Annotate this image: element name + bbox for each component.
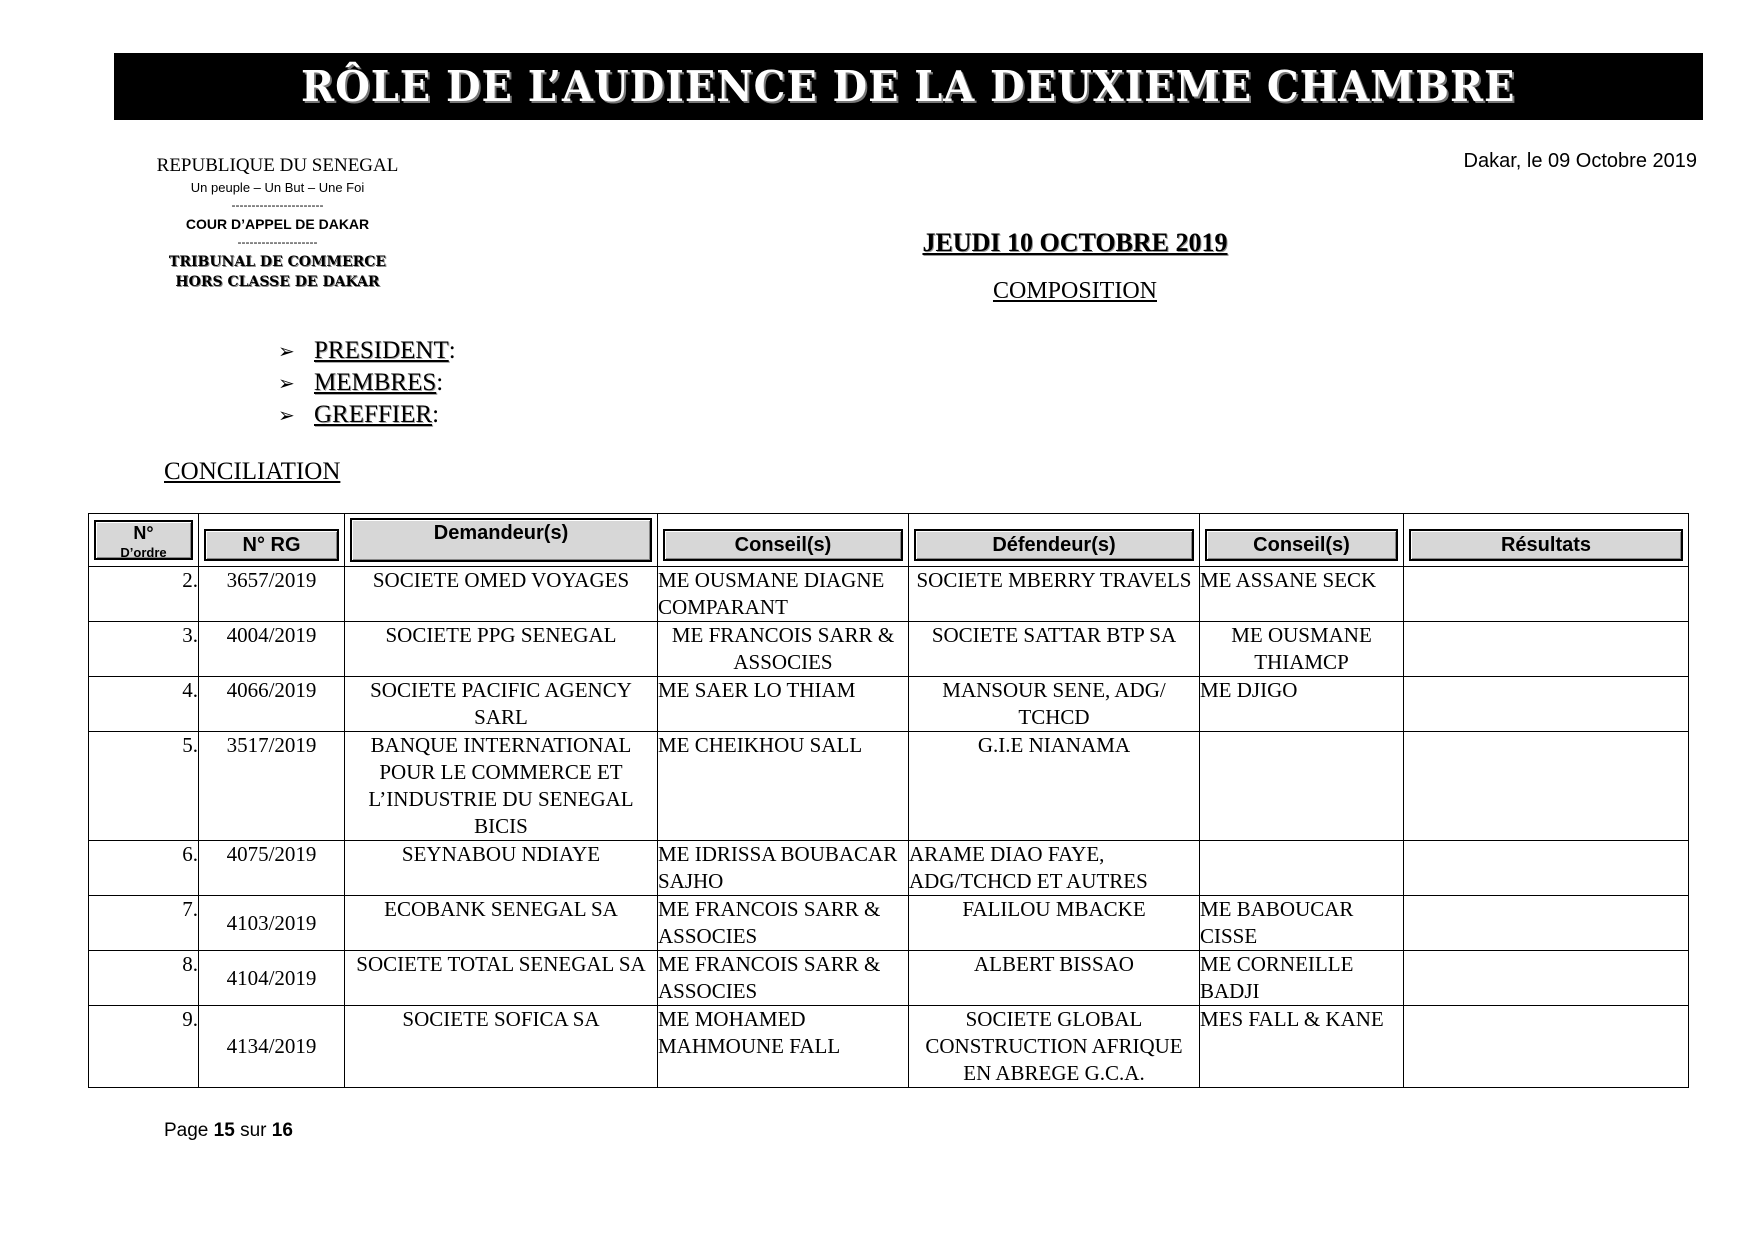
tribunal-name-line2: HORS CLASSE DE DAKAR bbox=[175, 274, 380, 290]
cell-order: 6. bbox=[89, 841, 199, 896]
cell-result bbox=[1404, 1006, 1689, 1088]
header-results bbox=[1404, 514, 1689, 567]
table-row bbox=[89, 841, 1689, 896]
table-row bbox=[89, 622, 1689, 677]
current-page: 15 bbox=[213, 1120, 235, 1141]
table-row bbox=[89, 677, 1689, 732]
hearing-roll-table bbox=[88, 513, 1689, 1088]
header-defendant-counsel bbox=[1200, 514, 1404, 567]
separator: -------------------- bbox=[237, 235, 318, 249]
header-plaintiff bbox=[345, 514, 658, 567]
cell-result bbox=[1404, 677, 1689, 732]
cell-result bbox=[1404, 896, 1689, 951]
table-row bbox=[89, 1006, 1689, 1088]
role-clerk bbox=[278, 399, 456, 431]
table-row bbox=[89, 896, 1689, 951]
table-row bbox=[89, 567, 1689, 622]
cell-order: 5. bbox=[89, 732, 199, 841]
national-motto: Un peuple – Un But – Une Foi bbox=[190, 180, 365, 195]
cell-defendant: FALILOU MBACKE bbox=[909, 896, 1200, 951]
cell-plaintiff: SOCIETE PPG SENEGAL bbox=[345, 622, 658, 677]
cell-plaintiff: SOCIETE OMED VOYAGES bbox=[345, 567, 658, 622]
republic-name: REPUBLIQUE DU SENEGAL bbox=[156, 155, 399, 176]
court-name: COUR D’APPEL DE DAKAR bbox=[185, 216, 370, 232]
cell-defendant: MANSOUR SENE, ADG/ TCHCD bbox=[909, 677, 1200, 732]
cell-defendant: SOCIETE SATTAR BTP SA bbox=[909, 622, 1200, 677]
cell-order: 8. bbox=[89, 951, 199, 1006]
cell-plaintiff: SEYNABOU NDIAYE bbox=[345, 841, 658, 896]
cell-rg: 4103/2019 bbox=[199, 896, 345, 951]
cell-rg: 4066/2019 bbox=[199, 677, 345, 732]
cell-rg: 4134/2019 bbox=[199, 1006, 345, 1088]
role-label: MEMBRES bbox=[314, 369, 437, 396]
page-footer bbox=[164, 1120, 293, 1142]
cell-order: 4. bbox=[89, 677, 199, 732]
cell-plaintiff: SOCIETE PACIFIC AGENCY SARL bbox=[345, 677, 658, 732]
tribunal-name-line1: TRIBUNAL DE COMMERCE bbox=[168, 254, 387, 270]
cell-result bbox=[1404, 732, 1689, 841]
cell-rg: 3657/2019 bbox=[199, 567, 345, 622]
cell-order: 2. bbox=[89, 567, 199, 622]
cell-plaintiff-counsel: ME OUSMANE DIAGNE COMPARANT bbox=[658, 567, 909, 622]
footer-middle: sur bbox=[234, 1120, 272, 1141]
document-title: RÔLE DE L’AUDIENCE DE LA DEUXIEME CHAMBRE bbox=[301, 62, 1516, 111]
role-colon: : bbox=[436, 369, 444, 396]
role-colon: : bbox=[432, 401, 440, 428]
arrow-bullet-icon: ➢ bbox=[278, 339, 295, 363]
place-and-date: Dakar, le 09 Octobre 2019 bbox=[1463, 150, 1697, 172]
cell-plaintiff-counsel: ME SAER LO THIAM bbox=[658, 677, 909, 732]
cell-defendant-counsel: ME OUSMANE THIAMCP bbox=[1200, 622, 1404, 677]
cell-rg: 4004/2019 bbox=[199, 622, 345, 677]
header-rg-label: N° RG bbox=[204, 529, 339, 561]
cell-defendant: G.I.E NIANAMA bbox=[909, 732, 1200, 841]
cell-plaintiff: SOCIETE TOTAL SENEGAL SA bbox=[345, 951, 658, 1006]
role-colon: : bbox=[448, 337, 456, 364]
hearing-date: JEUDI 10 OCTOBRE 2019 bbox=[922, 228, 1228, 257]
cell-plaintiff-counsel: ME FRANCOIS SARR & ASSOCIES bbox=[658, 622, 909, 677]
cell-defendant-counsel: ME BABOUCAR CISSE bbox=[1200, 896, 1404, 951]
cell-order: 3. bbox=[89, 622, 199, 677]
cell-defendant: SOCIETE MBERRY TRAVELS bbox=[909, 567, 1200, 622]
cell-plaintiff: ECOBANK SENEGAL SA bbox=[345, 896, 658, 951]
header-defendant-label: Défendeur(s) bbox=[914, 529, 1194, 561]
cell-defendant-counsel: ME ASSANE SECK bbox=[1200, 567, 1404, 622]
section-heading: CONCILIATION bbox=[164, 458, 341, 485]
cell-result bbox=[1404, 622, 1689, 677]
tribunal-name bbox=[110, 252, 445, 292]
role-members bbox=[278, 367, 456, 399]
header-plaintiff-counsel bbox=[658, 514, 909, 567]
cell-defendant: SOCIETE GLOBAL CONSTRUCTION AFRIQUE EN ABREGE G.C.A. bbox=[909, 1006, 1200, 1088]
cell-result bbox=[1404, 951, 1689, 1006]
table-row bbox=[89, 732, 1689, 841]
header-order-number: N° bbox=[133, 523, 154, 543]
cell-plaintiff: SOCIETE SOFICA SA bbox=[345, 1006, 658, 1088]
role-label: PRESIDENT bbox=[314, 337, 449, 364]
role-president bbox=[278, 335, 456, 367]
footer-prefix: Page bbox=[164, 1120, 214, 1141]
cell-defendant-counsel: ME DJIGO bbox=[1200, 677, 1404, 732]
header-rg bbox=[199, 514, 345, 567]
cell-plaintiff-counsel: ME MOHAMED MAHMOUNE FALL bbox=[658, 1006, 909, 1088]
header-defendant bbox=[909, 514, 1200, 567]
cell-rg: 4075/2019 bbox=[199, 841, 345, 896]
cell-plaintiff-counsel: ME IDRISSA BOUBACAR SAJHO bbox=[658, 841, 909, 896]
cell-defendant-counsel: ME CORNEILLE BADJI bbox=[1200, 951, 1404, 1006]
role-label: GREFFIER bbox=[314, 401, 433, 428]
cell-defendant-counsel bbox=[1200, 841, 1404, 896]
composition-heading: COMPOSITION bbox=[992, 278, 1157, 304]
cell-defendant-counsel: MES FALL & KANE bbox=[1200, 1006, 1404, 1088]
cell-result bbox=[1404, 567, 1689, 622]
header-order-sub: D’ordre bbox=[120, 545, 167, 560]
cell-order: 7. bbox=[89, 896, 199, 951]
cell-plaintiff-counsel: ME FRANCOIS SARR & ASSOCIES bbox=[658, 896, 909, 951]
separator: ----------------------- bbox=[231, 198, 324, 212]
cell-result bbox=[1404, 841, 1689, 896]
document-title-banner bbox=[114, 53, 1703, 120]
cell-rg: 4104/2019 bbox=[199, 951, 345, 1006]
cell-defendant: ALBERT BISSAO bbox=[909, 951, 1200, 1006]
composition-list bbox=[278, 335, 456, 431]
cell-plaintiff-counsel: ME CHEIKHOU SALL bbox=[658, 732, 909, 841]
arrow-bullet-icon: ➢ bbox=[278, 403, 295, 427]
cell-rg: 3517/2019 bbox=[199, 732, 345, 841]
cell-order: 9. bbox=[89, 1006, 199, 1088]
cell-defendant-counsel bbox=[1200, 732, 1404, 841]
cell-plaintiff: BANQUE INTERNATIONAL POUR LE COMMERCE ET L’INDUSTRIE DU SENEGAL BICIS bbox=[345, 732, 658, 841]
header-defendant-counsel-label: Conseil(s) bbox=[1205, 529, 1398, 561]
cell-plaintiff-counsel: ME FRANCOIS SARR & ASSOCIES bbox=[658, 951, 909, 1006]
arrow-bullet-icon: ➢ bbox=[278, 371, 295, 395]
header-plaintiff-counsel-label: Conseil(s) bbox=[663, 529, 903, 561]
header-order bbox=[89, 514, 199, 567]
header-results-label: Résultats bbox=[1409, 529, 1683, 561]
table-row bbox=[89, 951, 1689, 1006]
header-plaintiff-label: Demandeur(s) bbox=[350, 518, 652, 562]
table-header-row bbox=[89, 514, 1689, 567]
total-pages: 16 bbox=[271, 1120, 293, 1141]
cell-defendant: ARAME DIAO FAYE, ADG/TCHCD ET AUTRES bbox=[909, 841, 1200, 896]
issuer-block bbox=[110, 155, 445, 292]
